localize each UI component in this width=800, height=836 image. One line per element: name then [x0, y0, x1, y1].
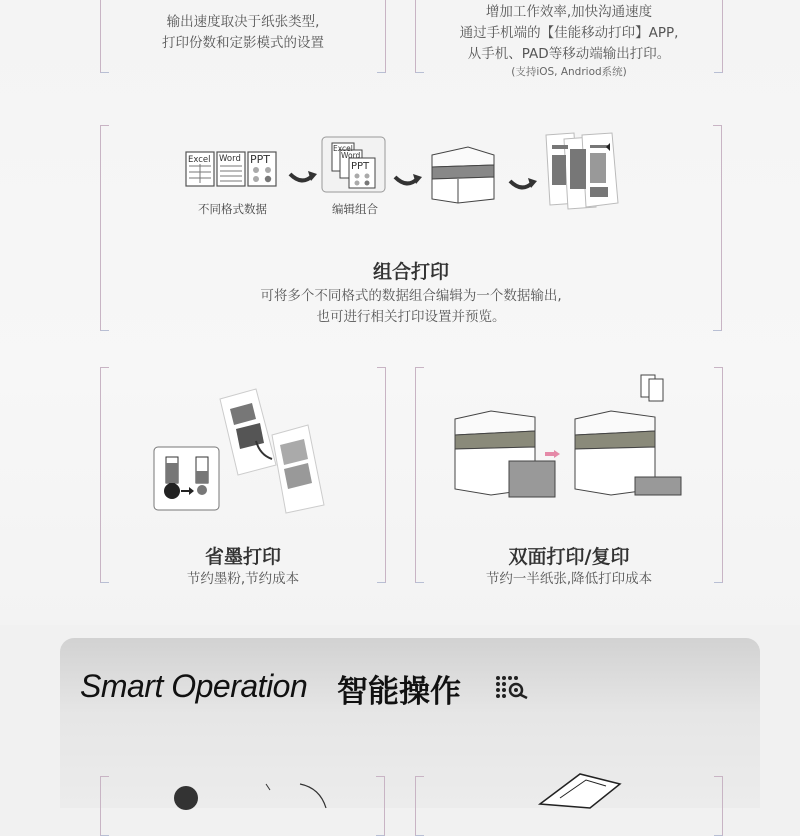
step-label: 不同格式数据 — [198, 202, 267, 216]
arrow-icon — [393, 173, 423, 189]
scanner-illustration — [530, 768, 630, 808]
printed-pages-icon — [540, 131, 630, 211]
feature-title: 双面打印/复印 — [508, 546, 630, 568]
word-label: Word — [219, 154, 241, 164]
arrow-icon — [508, 177, 538, 193]
toner-saving-icon — [154, 447, 220, 511]
card-combo-print — [100, 125, 722, 331]
combined-documents-icon — [322, 137, 386, 193]
step-label: 编辑组合 — [332, 202, 378, 216]
excel-label: Excel — [188, 155, 211, 165]
card-duplex-print — [415, 367, 723, 587]
document-formats-icon — [186, 150, 278, 190]
printed-pages-icon — [216, 389, 326, 514]
card-text: 输出速度取决于纸张类型, — [166, 14, 320, 30]
feature-desc: 节约一半纸张,降低打印成本 — [485, 571, 653, 587]
ppt-label: PPT — [351, 161, 370, 172]
card-print-speed — [100, 0, 386, 73]
section-title-en: Smart Operation — [80, 668, 308, 704]
card-text: 从手机、PAD等移动端输出打印。 — [467, 46, 671, 62]
word-label: Word — [341, 151, 361, 160]
smart-operation-section — [60, 638, 760, 808]
excel-label: Excel — [333, 144, 353, 153]
smart-operation-icon — [495, 675, 535, 699]
feature-desc: 节约墨粉,节约成本 — [186, 571, 300, 587]
card-text: 打印份数和定影模式的设置 — [162, 35, 324, 51]
section-title-cn: 智能操作 — [337, 674, 461, 710]
arrow-icon — [288, 170, 318, 186]
feature-title: 省墨打印 — [204, 546, 281, 568]
card-note: (支持iOS, Andriod系统) — [511, 66, 627, 78]
duplex-printing-icon — [451, 397, 691, 507]
combo-title: 组合打印 — [372, 261, 449, 283]
card-mobile-print — [415, 0, 723, 78]
card-toner-saving — [100, 367, 386, 587]
combo-text: 可将多个不同格式的数据组合编辑为一个数据输出, — [260, 288, 562, 304]
printer-icon — [428, 143, 498, 205]
person-illustration — [170, 778, 290, 808]
card-text: 增加工作效率,加快沟通速度 — [485, 4, 653, 20]
combo-text: 也可进行相关打印设置并预览。 — [316, 309, 506, 325]
card-text: 通过手机端的【佳能移动打印】APP, — [459, 25, 679, 41]
ppt-label: PPT — [250, 153, 270, 166]
